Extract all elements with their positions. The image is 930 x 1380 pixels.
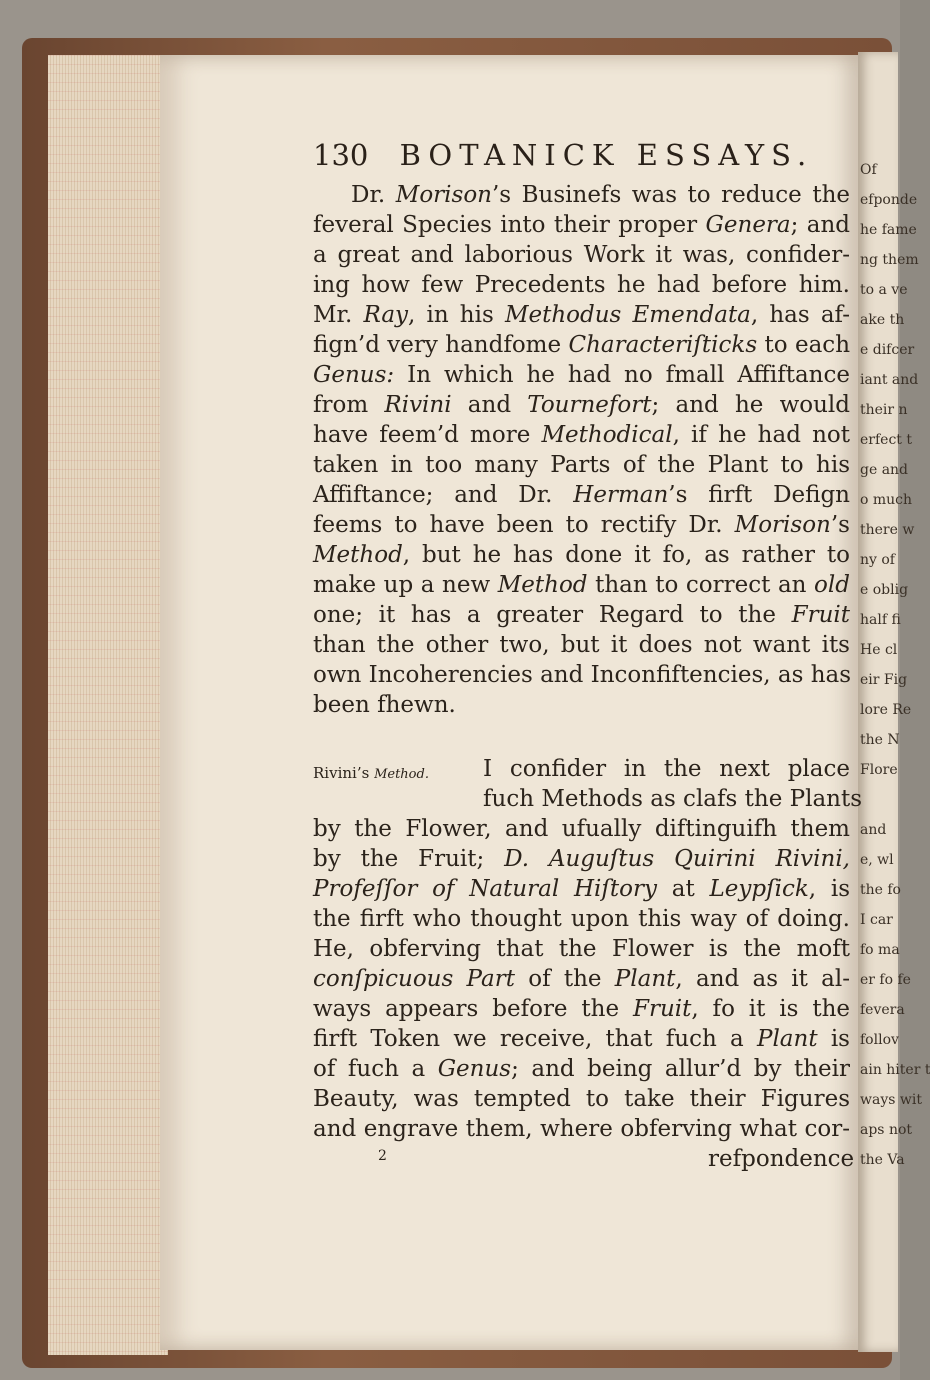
- text-run: , but he has done it fo, as rather to: [402, 542, 850, 568]
- text-run: been fhewn.: [313, 692, 456, 718]
- paragraph-1: [313, 180, 850, 720]
- italic-text: Plant: [756, 1026, 818, 1052]
- facing-page-fragment: ain hiter t: [860, 1062, 930, 1078]
- text-line: [313, 390, 850, 420]
- text-run: and engrave them, where obferving what cor-: [313, 1116, 850, 1142]
- text-run: fign’d very handfome: [313, 332, 569, 358]
- text-line: [313, 450, 850, 480]
- text-run: fuch Methods as clafs the Plants: [483, 786, 863, 812]
- text-line: [313, 270, 850, 300]
- signature-mark: 2: [378, 1148, 387, 1164]
- catchword: refpondence: [708, 1146, 855, 1172]
- text-line: [313, 210, 850, 240]
- text-line: [313, 360, 850, 390]
- text-line: [313, 540, 850, 570]
- italic-text: Methodus Emendata: [504, 302, 751, 328]
- text-line: [313, 600, 850, 630]
- facing-page-fragment: Of: [860, 162, 877, 178]
- text-run: , in his: [408, 302, 505, 328]
- facing-page-fragment: ge and: [860, 462, 909, 478]
- italic-text: Herman: [573, 482, 669, 508]
- text-run: I confider in the next place: [483, 756, 850, 782]
- text-run: Dr.: [351, 182, 396, 208]
- text-run: Affiftance; and Dr.: [313, 482, 574, 508]
- italic-text: conſpicuous Part: [313, 966, 515, 992]
- text-run: , is: [808, 876, 851, 902]
- text-run: one; it has a greater Regard to the: [313, 602, 792, 628]
- paragraph-2: [313, 754, 863, 1144]
- text-line: [313, 754, 850, 784]
- text-line: [313, 1024, 850, 1054]
- text-line: [313, 240, 850, 270]
- text-line: [313, 904, 850, 934]
- facing-page-fragment: ng them: [860, 252, 919, 268]
- text-run: of the: [514, 966, 615, 992]
- text-run: taken in too many Parts of the Plant to his: [313, 452, 850, 478]
- text-line: [313, 630, 850, 660]
- text-run: a great and laborious Work it was, confider-: [313, 242, 850, 268]
- facing-page-fragment: er fo fe: [860, 972, 911, 988]
- italic-text: Morison: [734, 512, 831, 538]
- text-run: Mr.: [313, 302, 364, 328]
- text-run: ’s firft Defign: [668, 482, 850, 508]
- facing-page-fragment: iant and: [860, 372, 919, 388]
- facing-page-fragment: he fame: [860, 222, 917, 238]
- facing-page-fragment: half fi: [860, 612, 901, 628]
- italic-text: Rivini: [384, 392, 452, 418]
- text-run: own Incoherencies and Inconfiftencies, as has: [313, 662, 852, 688]
- italic-text: Ray: [363, 302, 409, 328]
- facing-page-fragment: there w: [860, 522, 915, 538]
- page-edges: [48, 55, 168, 1355]
- facing-page-fragment: e oblig: [860, 582, 909, 598]
- text-line: [313, 570, 850, 600]
- text-run: by the Fruit;: [313, 846, 505, 872]
- facing-page-fragment: efponde: [860, 192, 918, 208]
- facing-page-fragment: ways wit: [860, 1092, 922, 1108]
- text-line: [313, 994, 850, 1024]
- facing-page-fragment: the N: [860, 732, 900, 748]
- text-run: of fuch a: [313, 1056, 438, 1082]
- facing-page-fragment: the Va: [860, 1152, 905, 1168]
- facing-page-fragment: and: [860, 822, 887, 838]
- facing-page-fragment: o much: [860, 492, 913, 508]
- text-run: , fo it is the: [691, 996, 850, 1022]
- facing-page-fragment: follov: [860, 1032, 899, 1048]
- facing-page-fragment: ake th: [860, 312, 905, 328]
- text-line: [313, 660, 850, 690]
- text-run: by the Flower, and ufually diftinguifh them: [313, 816, 850, 842]
- text-run: Beauty, was tempted to take their Figures: [313, 1086, 850, 1112]
- text-line: [313, 420, 850, 450]
- text-line: [313, 480, 850, 510]
- text-run: , and as it al-: [675, 966, 850, 992]
- text-line: [313, 510, 850, 540]
- text-run: firft Token we receive, that fuch a: [313, 1026, 757, 1052]
- text-run: ways appears before the: [313, 996, 633, 1022]
- text-run: make up a new: [313, 572, 498, 598]
- text-line: [313, 1114, 850, 1144]
- text-run: ing how few Precedents he had before him.: [313, 272, 850, 298]
- italic-text: Genus: [437, 1056, 512, 1082]
- running-title: BOTANICK ESSAYS.: [399, 138, 814, 172]
- facing-page-fragment: their n: [860, 402, 908, 418]
- facing-page-fragment: fo ma: [860, 942, 900, 958]
- marginal-note-name: Rivini’s: [313, 764, 370, 782]
- facing-page: [858, 52, 930, 1352]
- italic-text: Genus:: [313, 362, 395, 388]
- italic-text: Methodical: [541, 422, 673, 448]
- italic-text: Characteriſticks: [568, 332, 758, 358]
- italic-text: Leypſick: [709, 876, 809, 902]
- italic-text: Morison: [395, 182, 492, 208]
- text-run: In which he had no fmall Affiftance: [394, 362, 850, 388]
- text-line: [313, 1084, 850, 1114]
- text-line: [313, 300, 850, 330]
- page-number: 130: [313, 138, 369, 172]
- text-line: [313, 964, 850, 994]
- text-run: have feem’d more: [313, 422, 542, 448]
- facing-page-fragment: He cl: [860, 642, 898, 658]
- text-line: [313, 330, 850, 360]
- italic-text: Method: [497, 572, 588, 598]
- text-run: from: [313, 392, 385, 418]
- text-run: He, obferving that the Flower is the moft: [313, 936, 850, 962]
- text-line: [313, 844, 850, 874]
- running-head: [313, 138, 813, 172]
- facing-page-fragment: aps not: [860, 1122, 913, 1138]
- facing-page-fragment: Flore: [860, 762, 898, 778]
- text-line: [313, 1054, 850, 1084]
- text-run: than the other two, but it does not want its: [313, 632, 850, 658]
- italic-text: Genera: [705, 212, 791, 238]
- facing-page-fragment: fevera: [860, 1002, 905, 1018]
- text-line: [313, 934, 850, 964]
- italic-text: old: [814, 572, 850, 598]
- text-run: ; and being allur’d by their: [511, 1056, 850, 1082]
- text-run: to each: [757, 332, 851, 358]
- text-line: [313, 874, 850, 904]
- facing-page-fragment: erfect t: [860, 432, 912, 448]
- text-run: and: [451, 392, 528, 418]
- text-run: , if he had not: [672, 422, 851, 448]
- facing-page-fragment: eir Fig: [860, 672, 908, 688]
- text-line: [313, 690, 850, 720]
- text-line: [313, 784, 863, 814]
- text-run: ’s Businefs was to reduce the: [491, 182, 850, 208]
- text-line: [313, 814, 850, 844]
- text-run: than to correct an: [587, 572, 815, 598]
- italic-text: Fruit: [632, 996, 692, 1022]
- italic-text: Method: [313, 542, 403, 568]
- text-run: at: [656, 876, 710, 902]
- italic-text: Plant: [614, 966, 676, 992]
- text-run: the firft who thought upon this way of doing.: [313, 906, 850, 932]
- facing-page-fragment: the fo: [860, 882, 901, 898]
- text-run: feveral Species into their proper: [313, 212, 706, 238]
- facing-page-fragment: ny of: [860, 552, 895, 568]
- facing-page-fragment: e difcer: [860, 342, 915, 358]
- text-run: ; and: [790, 212, 850, 238]
- italic-text: Fruit: [791, 602, 850, 628]
- facing-page-fragment: to a ve: [860, 282, 908, 298]
- italic-text: Profeſſor of Natural Hiſtory: [313, 876, 657, 902]
- text-run: , has af-: [750, 302, 851, 328]
- text-run: ; and he would: [651, 392, 851, 418]
- text-run: ’s: [830, 512, 850, 538]
- text-run: feems to have been to rectify Dr.: [313, 512, 735, 538]
- italic-text: D. Auguſtus Quirini Rivini,: [504, 846, 850, 872]
- text-run: is: [817, 1026, 850, 1052]
- marginal-note-method: Method.: [374, 767, 429, 782]
- facing-page-fragment: I car: [860, 912, 893, 928]
- text-line: [313, 180, 850, 210]
- facing-page-fragment: e, wl: [860, 852, 894, 868]
- facing-page-fragment: lore Re: [860, 702, 912, 718]
- italic-text: Tournefort: [527, 392, 652, 418]
